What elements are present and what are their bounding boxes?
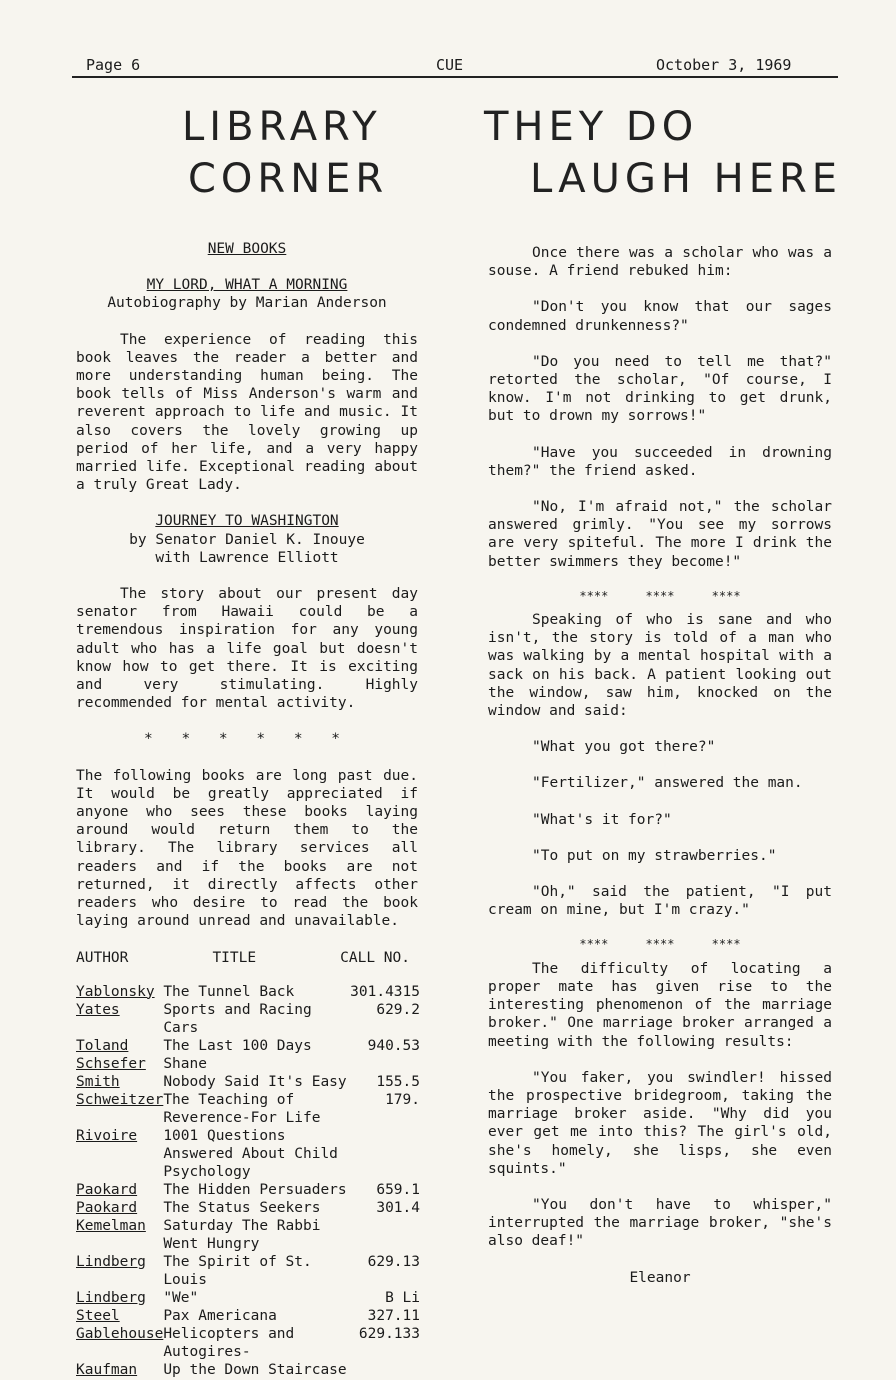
book-title: Up the Down Staircase <box>163 1361 347 1378</box>
book-call: 327.11 <box>367 1307 420 1324</box>
book-title: Sports and Racing Cars <box>163 1001 312 1036</box>
table-row <box>76 983 420 1001</box>
joke-paragraph: "Oh," said the patient, "I put cream on mine, but I'm crazy." <box>488 884 832 919</box>
publication-name: CUE <box>436 56 464 74</box>
book-call: 629.133 <box>358 1325 420 1342</box>
book-call: B Li <box>385 1289 420 1306</box>
joke-paragraph: "No, I'm afraid not," the scholar answered grimly. "You see my sorrows are very spiteful. The more I drink the better swimmers they become!" <box>488 499 832 570</box>
table-row <box>76 1127 420 1181</box>
left-headline-line1: LIBRARY <box>182 104 382 150</box>
table-row <box>76 1091 420 1127</box>
section-divider: * * * * * * <box>143 731 351 748</box>
table-row <box>76 1253 420 1289</box>
joke-scholar <box>488 244 832 571</box>
table-row <box>76 1181 420 1199</box>
table-row <box>76 1055 420 1073</box>
book-author: Toland <box>76 1037 129 1054</box>
page-header <box>72 56 838 78</box>
joke-paragraph: The difficulty of locating a proper mate has given rise to the interesting phenomenon of the marriage broker." One marriage broker arranged a meeting with the following results: <box>488 960 832 1050</box>
book-call <box>350 1361 420 1379</box>
book-call: 629.13 <box>367 1253 420 1270</box>
table-row <box>76 1361 420 1379</box>
right-headline-line2: LAUGH HERE <box>530 156 843 202</box>
book-title: The Spirit of St. Louis <box>163 1253 312 1288</box>
section-heading: NEW BOOKS <box>207 241 287 257</box>
joke-separator: **** **** **** <box>579 937 741 952</box>
call-column-header: CALL NO. <box>340 949 410 966</box>
table-row <box>76 1001 420 1037</box>
page-number: Page 6 <box>86 56 141 74</box>
book2-title: JOURNEY TO WASHINGTON <box>155 513 339 530</box>
book-title: Saturday The Rabbi Went Hungry <box>163 1217 321 1252</box>
joke-paragraph: "To put on my strawberries." <box>532 847 777 864</box>
book1-byline: Autobiography by Marian Anderson <box>107 295 387 312</box>
book-author: Paokard <box>76 1181 138 1198</box>
book-title: Nobody Said It's Easy <box>163 1073 347 1090</box>
book-call: 155.5 <box>376 1073 420 1090</box>
book-author: Schsefer <box>76 1055 146 1072</box>
book-call: 659.1 <box>376 1181 420 1198</box>
book-title: Helicopters and Autogires- <box>163 1325 295 1360</box>
table-row <box>76 1073 420 1091</box>
book-title: Pax Americana <box>163 1307 277 1324</box>
book-author: Kemelman <box>76 1217 146 1234</box>
book1-review: The experience of reading this book leaves the reader a better and more understanding human being. The book tells of Miss Anderson's warm and reverent approach to life and music. It also covers the lovely growing up period of her life, and a very happy married life. Exceptional reading about a truly Great Lady. <box>76 331 418 494</box>
book-call <box>350 1055 420 1073</box>
book-author: Kaufman <box>76 1361 138 1378</box>
book-call <box>350 1127 420 1181</box>
book-title: 1001 Questions Answered About Child Psychology <box>163 1127 338 1180</box>
book-author: Yates <box>76 1001 120 1018</box>
book-call: 301.4 <box>376 1199 420 1216</box>
jokes-column <box>488 244 832 1287</box>
book-call: 179. <box>385 1091 420 1108</box>
book-author: Paokard <box>76 1199 138 1216</box>
book-call <box>350 1217 420 1253</box>
book-author: Schweitzer <box>76 1091 164 1108</box>
joke-paragraph: "Don't you know that our sages condemned drunkenness?" <box>488 299 832 334</box>
joke-paragraph: "You don't have to whisper," interrupted the marriage broker, "she's also deaf!" <box>488 1196 832 1250</box>
joke-paragraph: "Have you succeeded in drowning them?" the friend asked. <box>488 444 832 479</box>
book-call: 301.4315 <box>350 983 420 1000</box>
book-call: 629.2 <box>376 1001 420 1018</box>
book-author: Lindberg <box>76 1289 146 1306</box>
book-author: Lindberg <box>76 1253 146 1270</box>
joke-separator: **** **** **** <box>579 588 741 603</box>
joke-paragraph: "Do you need to tell me that?" retorted the scholar, "Of course, I know. I'm not drinking to get drunk, but to drown my sorrows!" <box>488 353 832 425</box>
book-call: 940.53 <box>367 1037 420 1054</box>
joke-marriage-broker <box>488 960 832 1251</box>
table-row <box>76 1217 420 1253</box>
joke-paragraph: "What's it for?" <box>532 811 672 828</box>
joke-paragraph: "You faker, you swindler! hissed the prospective bridegroom, taking the marriage broker aside. "Why did you ever get me into this? The girl's old, she's homely, she lisps, she even squints." <box>488 1069 832 1177</box>
book-title: The Status Seekers <box>163 1199 321 1216</box>
right-headline-line1: THEY DO <box>484 104 699 150</box>
book-author: Smith <box>76 1073 120 1090</box>
joke-paragraph: "Fertilizer," answered the man. <box>532 775 803 792</box>
overdue-books-table <box>76 983 420 1379</box>
table-row <box>76 1325 420 1361</box>
joke-fertilizer <box>488 611 832 919</box>
book-author: Gablehouse <box>76 1325 164 1342</box>
library-column <box>76 240 418 1379</box>
joke-paragraph: Once there was a scholar who was a souse. A friend rebuked him: <box>488 245 832 280</box>
book-title: The Last 100 Days <box>163 1037 312 1054</box>
book-author: Steel <box>76 1307 120 1324</box>
table-row <box>76 1199 420 1217</box>
table-row <box>76 1307 420 1325</box>
book-title: The Teaching of Reverence-For Life <box>163 1091 321 1126</box>
book-title: The Hidden Persuaders <box>163 1181 347 1198</box>
book2-coauthor: with Lawrence Elliott <box>155 549 339 566</box>
book-title: The Tunnel Back <box>163 983 295 1000</box>
books-table-header <box>76 949 410 967</box>
book-author: Yablonsky <box>76 983 155 1000</box>
title-column-header: TITLE <box>212 949 257 966</box>
book2-byline: by Senator Daniel K. Inouye <box>129 531 365 548</box>
overdue-notice: The following books are long past due. It would be greatly appreciated if anyone who sees these books laying around would return them to the library. The library services all readers and if the books are not returned, it directly affects other readers who desire to read the book laying around unread and unavailable. <box>76 767 418 930</box>
left-headline-line2: CORNER <box>188 156 389 202</box>
issue-date: October 3, 1969 <box>656 56 792 74</box>
author-column-header: AUTHOR <box>76 949 129 966</box>
book1-title: MY LORD, WHAT A MORNING <box>146 277 348 294</box>
book-author: Rivoire <box>76 1127 138 1144</box>
table-row <box>76 1289 420 1307</box>
table-row <box>76 1037 420 1055</box>
book-title: "We" <box>163 1289 199 1306</box>
book2-review: The story about our present day senator from Hawaii could be a tremendous inspiration for any young adult who has a life goal but doesn't know how to get there. It is exciting and very stimulating. Highly recommended for mental activity. <box>76 586 418 712</box>
joke-paragraph: Speaking of who is sane and who isn't, the story is told of a man who was walking by a mental hospital with a sack on his back. A patient looking out the window, saw him, knocked on the window and said: <box>488 612 832 720</box>
joke-paragraph: "What you got there?" <box>532 739 716 756</box>
book-title: Shane <box>163 1055 207 1072</box>
author-signature: Eleanor <box>629 1269 691 1286</box>
